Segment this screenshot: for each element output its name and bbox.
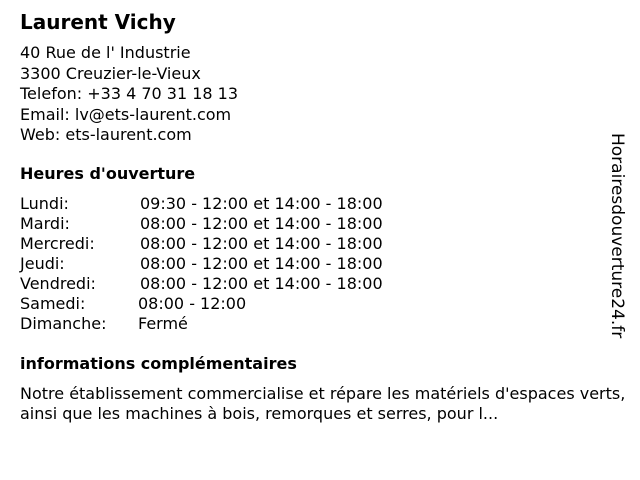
email-line: Email: lv@ets-laurent.com (20, 104, 232, 124)
web-line: Web: ets-laurent.com (20, 125, 192, 144)
phone-line: Telefon: +33 4 70 31 18 13 (20, 84, 239, 103)
site-watermark: Horairesdouverture24.fr (607, 133, 627, 339)
hours-heading: Heures d'ouverture (20, 164, 196, 183)
time-value: 08:00 - 12:00 et 14:00 - 18:00 (140, 254, 383, 273)
day-label: Jeudi: (20, 254, 65, 273)
contact-block (20, 43, 238, 146)
time-value: 08:00 - 12:00 et 14:00 - 18:00 (140, 274, 383, 293)
time-value: 08:00 - 12:00 (138, 294, 247, 313)
time-value: Fermé (138, 314, 188, 333)
business-name: Laurent Vichy (20, 10, 176, 34)
day-label: Samedi: (20, 294, 86, 313)
time-value: 08:00 - 12:00 et 14:00 - 18:00 (140, 214, 383, 233)
time-value: 08:00 - 12:00 et 14:00 - 18:00 (140, 234, 383, 253)
time-value: 09:30 - 12:00 et 14:00 - 18:00 (140, 194, 383, 213)
day-label: Lundi: (20, 194, 69, 213)
city-line: 3300 Creuzier-le-Vieux (20, 63, 201, 83)
day-label: Dimanche: (20, 314, 107, 333)
day-label: Mercredi: (20, 234, 95, 253)
day-label: Vendredi: (20, 274, 96, 293)
address-line: 40 Rue de l' Industrie (20, 43, 191, 62)
info-heading: informations complémentaires (20, 354, 297, 373)
day-label: Mardi: (20, 214, 70, 233)
info-description: Notre établissement commercialise et répare les matériels d'espaces verts, ainsi que les machines à bois, remorques et serres, pour l... (20, 384, 626, 423)
